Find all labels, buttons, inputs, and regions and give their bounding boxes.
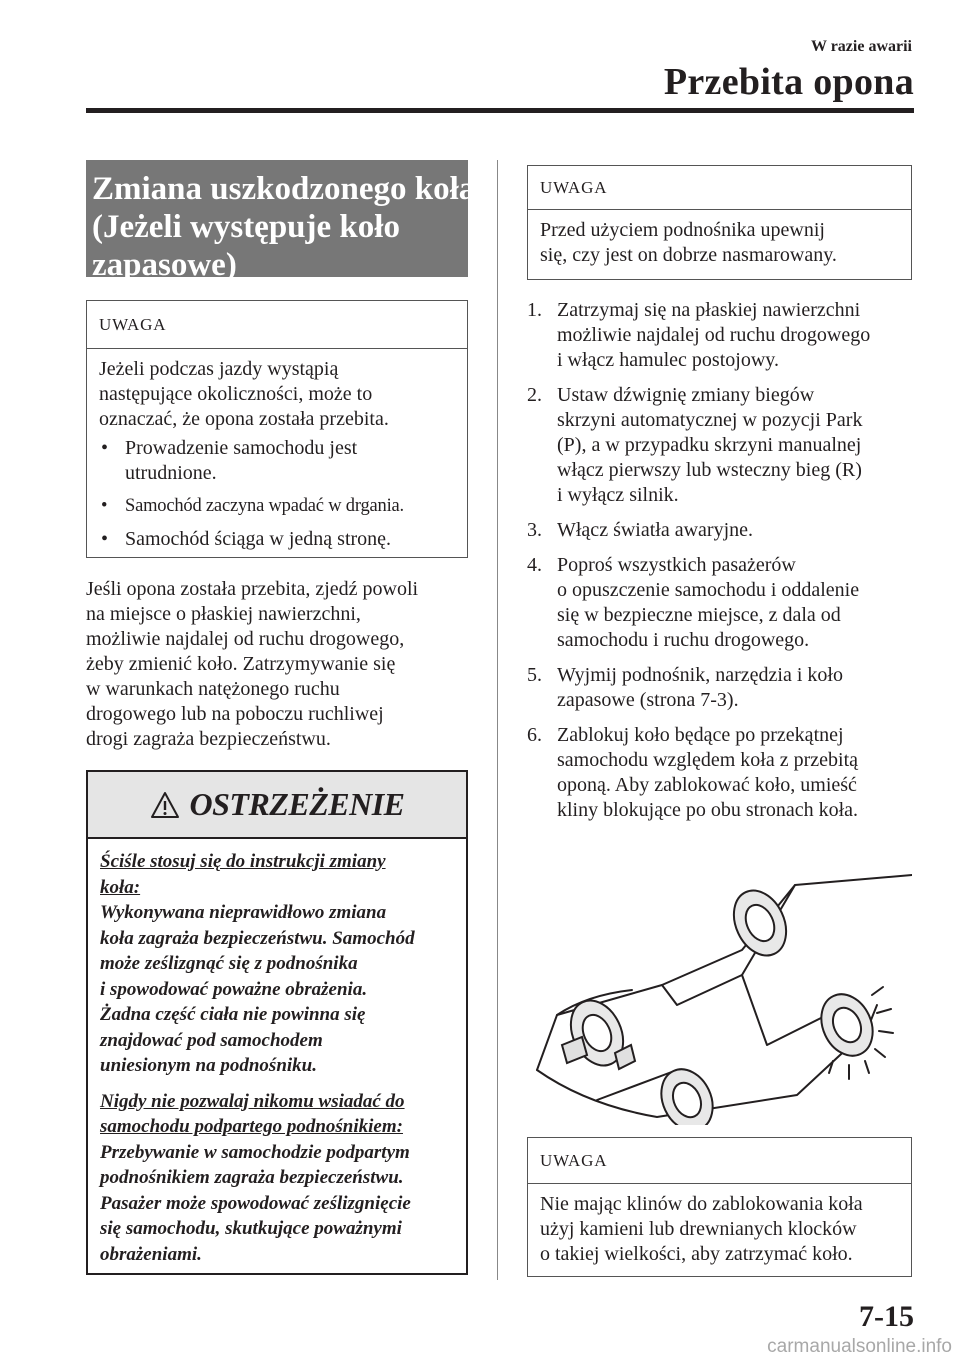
step-text: możliwie najdalej od ruchu drogowego bbox=[557, 324, 871, 346]
step-text: Zatrzymaj się na płaskiej nawierzchni bbox=[557, 299, 861, 321]
header-rule bbox=[86, 108, 914, 113]
note-text: Nie mając klinów do zablokowania koła bbox=[540, 1193, 863, 1215]
warning-text: uniesionym na podnośniku. bbox=[100, 1055, 317, 1076]
note-text: oznaczać, że opona została przebita. bbox=[99, 408, 389, 430]
section-title-line: zapasowe) bbox=[92, 247, 237, 283]
note-text: Jeżeli podczas jazdy wystąpią bbox=[99, 358, 339, 380]
warning-box bbox=[86, 770, 468, 1275]
section-title-line: Zmiana uszkodzonego koła bbox=[92, 171, 476, 207]
note-label: UWAGA bbox=[87, 301, 467, 349]
warning-text: znajdować pod samochodem bbox=[100, 1029, 323, 1051]
section-title bbox=[86, 160, 476, 283]
list-item-text: • Samochód zaczyna wpadać w drgania. bbox=[125, 496, 404, 516]
note-box-jack bbox=[527, 165, 912, 280]
symptom-list bbox=[99, 436, 455, 552]
watermark: carmanualsonline.info bbox=[767, 1336, 952, 1357]
warning-heading: samochodu podpartego podnośnikiem: bbox=[100, 1116, 403, 1137]
note-text: o takiej wielkości, aby zatrzymać koło. bbox=[540, 1243, 853, 1265]
warning-text: podnośnikiem zagraża bezpieczeństwu. bbox=[100, 1167, 404, 1188]
step-text: samochodu względem koła z przebitą bbox=[557, 749, 858, 771]
column-divider bbox=[497, 160, 498, 1280]
note-text: się, czy jest on dobrze nasmarowany. bbox=[540, 244, 837, 266]
step-text: o opuszczenie samochodu i oddalenie bbox=[557, 579, 860, 601]
note-label: UWAGA bbox=[528, 1138, 911, 1184]
wheel-rear-right bbox=[812, 986, 883, 1064]
step-text: samochodu i ruchu drogowego. bbox=[557, 629, 810, 651]
warning-title: OSTRZEŻENIE bbox=[189, 786, 405, 822]
step-text: kliny blokujące po obu stronach koła. bbox=[557, 799, 859, 821]
paragraph-line: drogi zagraża bezpieczeństwu. bbox=[86, 728, 331, 750]
warning-heading: Ściśle stosuj się do instrukcji zmiany bbox=[100, 851, 386, 872]
note-text: użyj kamieni lub drewnianych klocków bbox=[540, 1218, 857, 1240]
step-item bbox=[527, 553, 917, 653]
step-text: i włącz hamulec postojowy. bbox=[557, 349, 779, 371]
note-box-symptoms bbox=[86, 300, 468, 558]
page-title: Przebita opona bbox=[663, 61, 914, 103]
warning-text: Wykonywana nieprawidłowo zmiana bbox=[100, 902, 387, 923]
warning-text: Pasażer może spowodować ześlizgnięcie bbox=[100, 1192, 411, 1214]
step-text: zapasowe (strona 7-3). bbox=[557, 689, 739, 711]
step-text: Zablokuj koło będące po przekątnej bbox=[557, 724, 844, 746]
warning-text: może ześlizgnąć się z podnośnika bbox=[100, 953, 358, 974]
section-title-line: (Jeżeli występuje koło bbox=[92, 209, 400, 245]
step-list bbox=[527, 298, 917, 833]
warning-text: obrażeniami. bbox=[100, 1243, 202, 1265]
list-item bbox=[99, 494, 455, 519]
car-wheel-chock-illustration bbox=[527, 855, 912, 1125]
step-text: (P), a w przypadku skrzyni manualnej bbox=[557, 434, 862, 456]
step-number: 5. bbox=[527, 664, 542, 686]
list-item-text: utrudnione. bbox=[125, 462, 217, 484]
step-item bbox=[527, 518, 917, 543]
warning-text: Przebywanie w samochodzie podpartym bbox=[100, 1141, 410, 1163]
step-item bbox=[527, 663, 917, 713]
step-text: Poproś wszystkich pasażerów bbox=[557, 554, 796, 576]
step-number: 6. bbox=[527, 724, 542, 746]
paragraph-line: na miejsce o płaskiej nawierzchni, bbox=[86, 603, 361, 625]
step-item bbox=[527, 298, 917, 373]
paragraph-line: żeby zmienić koło. Zatrzymywanie się bbox=[86, 653, 396, 675]
step-text: Włącz światła awaryjne. bbox=[557, 519, 754, 541]
list-item bbox=[99, 527, 455, 552]
step-number: 1. bbox=[527, 299, 542, 321]
step-number: 4. bbox=[527, 554, 542, 576]
warning-triangle-icon bbox=[150, 791, 180, 819]
warning-text: i spowodować poważne obrażenia. bbox=[100, 978, 368, 1000]
warning-heading: Nigdy nie pozwalaj nikomu wsiadać do bbox=[100, 1090, 405, 1112]
list-item-text: • Samochód ściąga w jedną stronę. bbox=[125, 528, 392, 550]
note-label: UWAGA bbox=[528, 166, 911, 210]
step-number: 3. bbox=[527, 519, 542, 541]
step-text: i wyłącz silnik. bbox=[557, 484, 679, 506]
warning-text: Żadna część ciała nie powinna się bbox=[100, 1004, 366, 1025]
note-text: następujące okoliczności, może to bbox=[99, 383, 373, 405]
warning-header bbox=[88, 772, 466, 839]
list-item-text: • Prowadzenie samochodu jest bbox=[125, 437, 358, 459]
step-text: Ustaw dźwignię zmiany biegów bbox=[557, 384, 815, 406]
step-item bbox=[527, 383, 917, 508]
step-text: włącz pierwszy lub wsteczny bieg (R) bbox=[557, 459, 862, 481]
warning-text: koła zagraża bezpieczeństwu. Samochód bbox=[100, 927, 415, 949]
header-section-label: W razie awarii bbox=[810, 38, 912, 55]
list-item bbox=[99, 436, 455, 486]
paragraph-line: Jeśli opona została przebita, zjedź powoli bbox=[86, 578, 419, 600]
paragraph-line: drogowego lub na poboczu ruchliwej bbox=[86, 703, 384, 725]
warning-text: się samochodu, skutkujące poważnymi bbox=[100, 1218, 402, 1239]
step-number: 2. bbox=[527, 384, 542, 406]
paragraph-line: w warunkach natężonego ruchu bbox=[86, 678, 340, 700]
step-text: Wyjmij podnośnik, narzędzia i koło bbox=[557, 664, 843, 686]
step-text: skrzyni automatycznej w pozycji Park bbox=[557, 409, 863, 431]
step-item bbox=[527, 723, 917, 823]
paragraph-line: możliwie najdalej od ruchu drogowego, bbox=[86, 628, 405, 650]
step-text: się w bezpieczne miejsce, z dala od bbox=[557, 604, 841, 626]
step-text: oponą. Aby zablokować koło, umieść bbox=[557, 774, 857, 796]
note-text: Przed użyciem podnośnika upewnij bbox=[540, 219, 825, 241]
page-number: 7-15 bbox=[859, 1300, 914, 1333]
intro-paragraph bbox=[86, 577, 476, 752]
note-box-chocks bbox=[527, 1137, 912, 1277]
wheel-rear-top bbox=[724, 882, 796, 964]
warning-heading: koła: bbox=[100, 876, 141, 898]
